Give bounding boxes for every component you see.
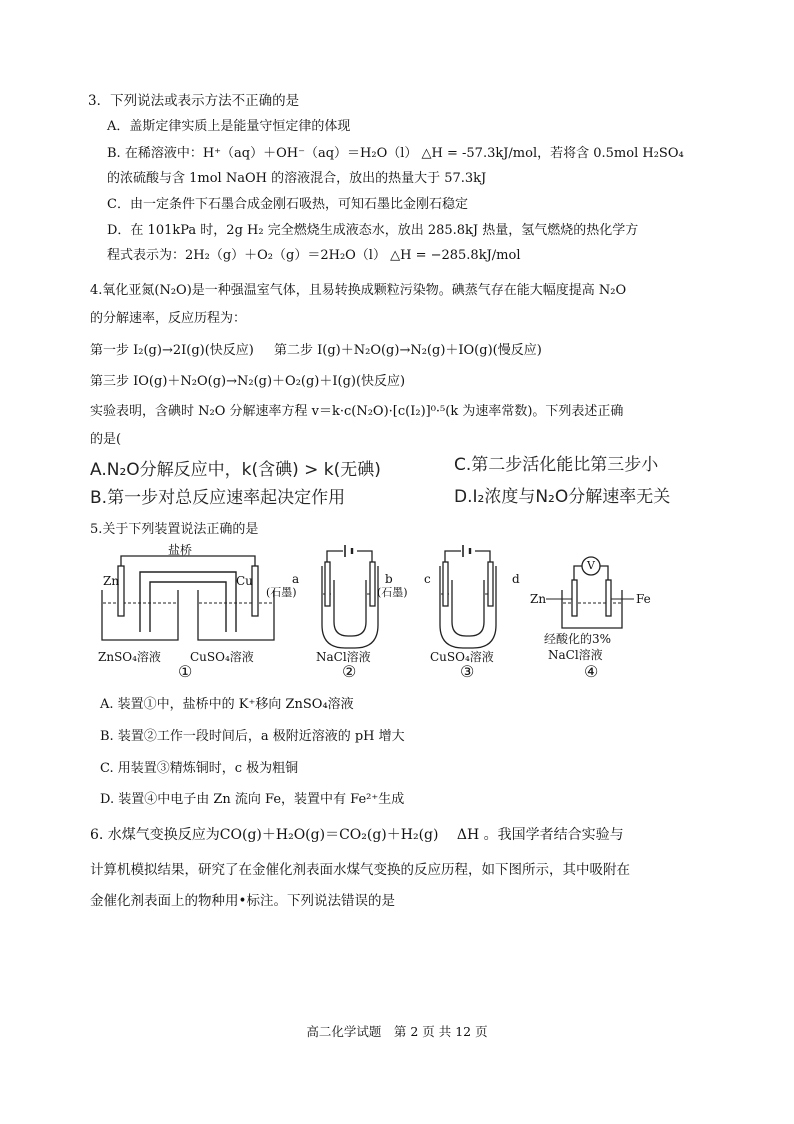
q4-step3: 第三步 IO(g)＋N₂O(g)→N₂(g)＋O₂(g)＋I(g)(快反应) <box>90 374 406 389</box>
zn-electrode-label-4: Zn <box>530 592 547 606</box>
q4-option-d: D.I₂浓度与N₂O分解速率无关 <box>454 487 671 507</box>
electrode-d-label: d <box>512 572 520 586</box>
page-footer: 高二化学试题 第 2 页 共 12 页 <box>306 1024 488 1039</box>
device-number-4: ④ <box>584 662 599 681</box>
electrode-a-label: a <box>292 572 300 586</box>
q3-option-d-line2: 程式表示为：2H₂（g）＋O₂（g）＝2H₂O（l） △H = −285.8kJ/mol <box>107 248 521 263</box>
device2-electrolysis-nacl <box>322 545 378 648</box>
q3-option-b-line1: B. 在稀溶液中：H⁺（aq）＋OH⁻（aq）＝H₂O（l） △H = -57.3kJ/mol，若将含 0.5mol H₂SO₄ <box>107 146 684 161</box>
electrode-b-graphite-label: (石墨) <box>377 586 408 599</box>
q5-option-c: C. 用装置③精炼铜时，c 极为粗铜 <box>100 761 299 776</box>
q5-stem: 5.关于下列装置说法正确的是 <box>90 522 259 537</box>
cu-electrode-label: Cu <box>236 574 253 588</box>
device-number-3: ③ <box>460 662 475 681</box>
device-number-1: ① <box>178 662 193 681</box>
q4-option-a: A.N₂O分解反应中，k(含碘) > k(无碘) <box>90 460 381 480</box>
electrode-b-label: b <box>385 572 393 586</box>
q4-step1: 第一步 I₂(g)→2I(g)(快反应) <box>90 343 254 358</box>
q5-option-d: D. 装置④中电子由 Zn 流向 Fe，装置中有 Fe²⁺生成 <box>100 792 405 807</box>
q3-option-a: A．盖斯定律实质上是能量守恒定律的体现 <box>107 119 351 134</box>
q5-option-a: A. 装置①中，盐桥中的 K⁺移向 ZnSO₄溶液 <box>100 697 354 712</box>
electrode-c-label: c <box>424 572 431 586</box>
salt-bridge-label: 盐桥 <box>168 543 193 557</box>
q6-stem-line1: 6. 水煤气变换反应为CO(g)＋H₂O(g)＝CO₂(g)＋H₂(g) ΔH 。我国学者结合实验与 <box>90 827 624 843</box>
znso4-solution-label: ZnSO₄溶液 <box>98 650 161 664</box>
q6-stem-line3: 金催化剂表面上的物种用•标注。下列说法错误的是 <box>90 893 395 909</box>
acidified-label-line2: NaCl溶液 <box>548 648 603 662</box>
q4-option-c: C.第二步活化能比第三步小 <box>454 455 659 475</box>
q4-rate-law-cont: 的是( <box>90 432 122 447</box>
q6-stem-line2: 计算机模拟结果，研究了在金催化剂表面水煤气变换的反应历程，如下图所示，其中吸附在 <box>90 862 630 878</box>
cuso4-solution-label: CuSO₄溶液 <box>190 650 254 664</box>
q4-stem-line2: 的分解速率，反应历程为： <box>90 311 247 326</box>
q4-stem-line1: 4.氧化亚氮(N₂O)是一种强温室气体，且易转换成颗粒污染物。碘蒸气存在能大幅度提高 N₂O <box>90 283 627 298</box>
q4-option-b: B.第一步对总反应速率起决定作用 <box>90 488 346 508</box>
device-number-2: ② <box>342 662 357 681</box>
cuso4-solution-label-3: CuSO₄溶液 <box>430 650 494 664</box>
q4-step2: 第二步 I(g)＋N₂O(g)→N₂(g)＋IO(g)(慢反应) <box>274 343 542 358</box>
nacl-solution-label: NaCl溶液 <box>316 650 371 664</box>
q3-option-b-line2: 的浓硫酸与含 1mol NaOH 的溶液混合，放出的热量大于 57.3kJ <box>107 171 487 186</box>
device3-electrolysis-cuso4 <box>440 545 496 648</box>
q5-option-b: B. 装置②工作一段时间后，a 极附近溶液的 pH 增大 <box>100 729 405 744</box>
fe-electrode-label: Fe <box>636 592 651 606</box>
voltmeter-icon: V <box>587 559 595 572</box>
device1-galvanic-cell <box>102 556 274 640</box>
q3-option-c: C．由一定条件下石墨合成金刚石吸热，可知石墨比金刚石稳定 <box>107 197 468 212</box>
q3-stem: 3．下列说法或表示方法不正确的是 <box>88 93 300 109</box>
zn-electrode-label: Zn <box>103 574 120 588</box>
q4-rate-law: 实验表明，含碘时 N₂O 分解速率方程 v＝k·c(N₂O)·[c(I₂)]⁰·⁵(k 为速率常数)。下列表述正确 <box>90 404 624 419</box>
electrode-a-graphite-label: (石墨) <box>266 586 297 599</box>
acidified-label-line1: 经酸化的3% <box>544 632 612 646</box>
q3-option-d-line1: D．在 101kPa 时，2g H₂ 完全燃烧生成液态水，放出 285.8kJ 热量，氢气燃烧的热化学方 <box>107 223 639 238</box>
